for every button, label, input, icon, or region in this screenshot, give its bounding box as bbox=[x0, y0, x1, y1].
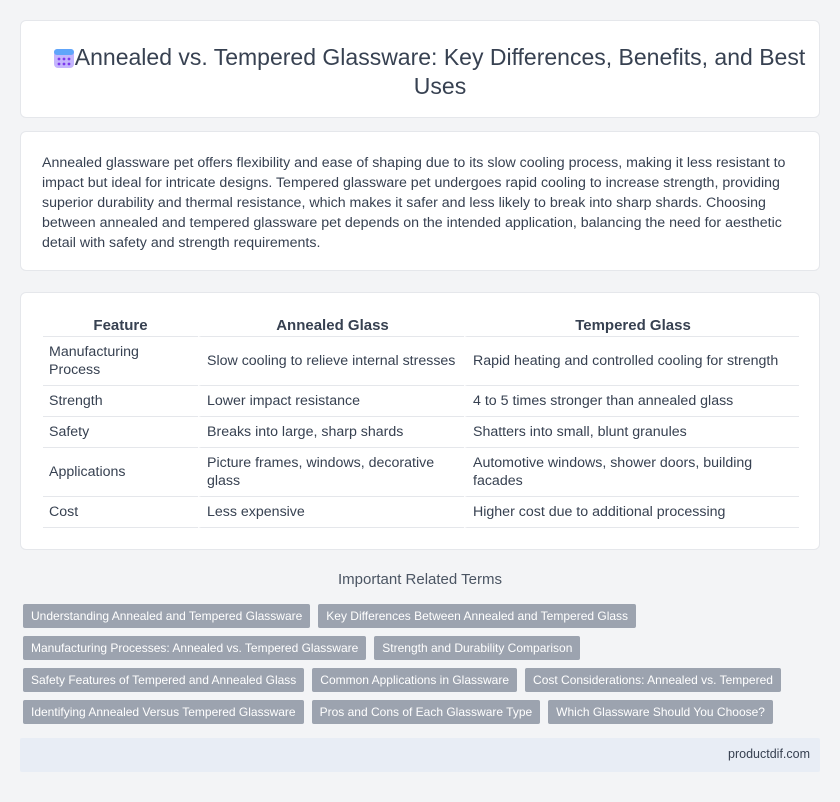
header-feature: Feature bbox=[43, 312, 198, 337]
intro-card bbox=[20, 131, 820, 271]
table-row bbox=[43, 337, 799, 386]
table-cell: Slow cooling to relieve internal stresses bbox=[198, 337, 464, 386]
header-annealed: Annealed Glass bbox=[198, 312, 464, 337]
title-card bbox=[20, 20, 820, 118]
intro-paragraph: Annealed glassware pet offers flexibility and ease of shaping due to its slow cooling process, making it less resistant to impact but ideal for intricate designs. Tempered glassware pet undergoes rapid cooling to increase strength, providing superior durability and thermal resistance, which makes it safer and less likely to break into sharp shards. Choosing between annealed and tempered glassware pet depends on the intended application, balancing the need for aesthetic detail with safety and strength requirements. bbox=[42, 155, 786, 251]
related-term-tag[interactable]: Pros and Cons of Each Glassware Type bbox=[312, 700, 541, 724]
table-row bbox=[43, 448, 799, 497]
table-cell: Breaks into large, sharp shards bbox=[198, 417, 464, 448]
footer-site[interactable]: productdif.com bbox=[728, 747, 810, 761]
table-cell: Safety bbox=[43, 417, 198, 448]
table-cell: Lower impact resistance bbox=[198, 386, 464, 417]
table-row bbox=[43, 417, 799, 448]
table-cell: Strength bbox=[43, 386, 198, 417]
table-row bbox=[43, 386, 799, 417]
table-cell: Picture frames, windows, decorative glass bbox=[198, 448, 464, 497]
related-terms-heading: Important Related Terms bbox=[338, 571, 502, 588]
table-cell: Manufacturing Process bbox=[43, 337, 198, 386]
page-title: Annealed vs. Tempered Glassware: Key Differences, Benefits, and Best Uses bbox=[74, 44, 806, 99]
related-term-tag[interactable]: Understanding Annealed and Tempered Glassware bbox=[23, 604, 310, 628]
footer bbox=[20, 738, 820, 772]
table-cell: Rapid heating and controlled cooling for strength bbox=[464, 337, 799, 386]
table-cell: Higher cost due to additional processing bbox=[464, 497, 799, 528]
table-cell: Automotive windows, shower doors, building facades bbox=[464, 448, 799, 497]
table-cell: Less expensive bbox=[198, 497, 464, 528]
related-term-tag[interactable]: Manufacturing Processes: Annealed vs. Tempered Glassware bbox=[23, 636, 366, 660]
table-cell: Shatters into small, blunt granules bbox=[464, 417, 799, 448]
table-cell: Cost bbox=[43, 497, 198, 528]
related-term-tag[interactable]: Strength and Durability Comparison bbox=[374, 636, 580, 660]
related-term-tag[interactable]: Key Differences Between Annealed and Tempered Glass bbox=[318, 604, 636, 628]
comparison-table bbox=[43, 312, 799, 528]
related-term-tag[interactable]: Which Glassware Should You Choose? bbox=[548, 700, 773, 724]
related-terms-list bbox=[23, 604, 823, 732]
table-row bbox=[43, 497, 799, 528]
related-term-tag[interactable]: Identifying Annealed Versus Tempered Glassware bbox=[23, 700, 304, 724]
table-cell: 4 to 5 times stronger than annealed glass bbox=[464, 386, 799, 417]
related-term-tag[interactable]: Common Applications in Glassware bbox=[312, 668, 517, 692]
header-tempered: Tempered Glass bbox=[464, 312, 799, 337]
related-term-tag[interactable]: Cost Considerations: Annealed vs. Tempered bbox=[525, 668, 781, 692]
comparison-card bbox=[20, 292, 820, 550]
related-term-tag[interactable]: Safety Features of Tempered and Annealed Glass bbox=[23, 668, 304, 692]
table-cell: Applications bbox=[43, 448, 198, 497]
